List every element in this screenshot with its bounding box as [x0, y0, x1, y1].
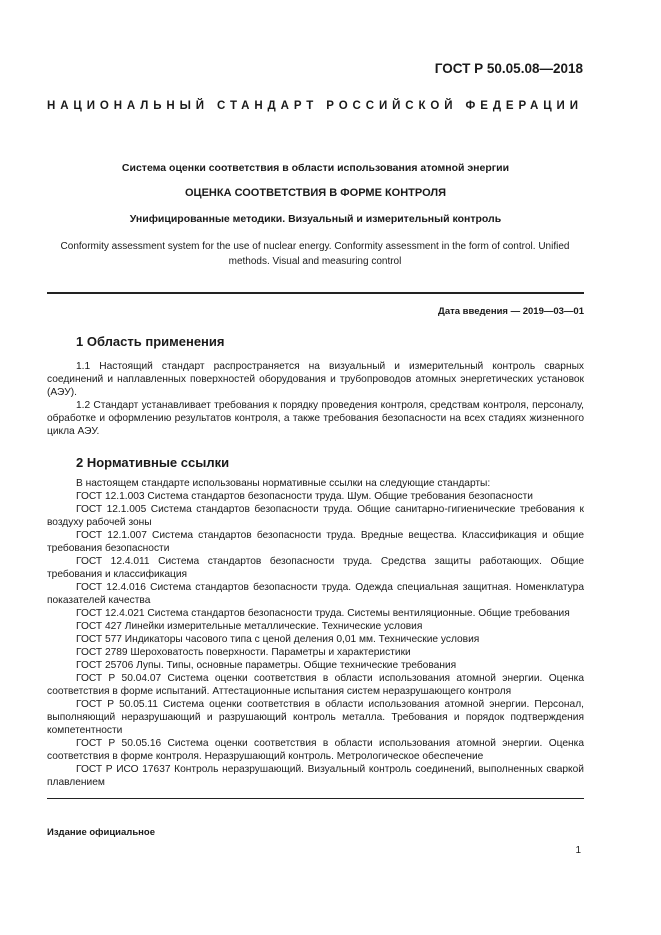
paragraph: В настоящем стандарте использованы нормативные ссылки на следующие стандарты:	[76, 478, 491, 489]
reference-item: ГОСТ 577 Индикаторы часового типа с ценой деления 0,01 мм. Технические условия	[76, 634, 480, 645]
reference-item: ГОСТ 12.4.016 Система стандартов безопасности труда. Одежда специальная защитная. Номенклатура показателей качества	[47, 582, 584, 606]
page-number: 1	[575, 845, 581, 856]
reference-item: ГОСТ 2789 Шероховатость поверхности. Параметры и характеристики	[76, 647, 411, 658]
title-system: Система оценки соответствия в области использования атомной энергии	[121, 162, 510, 174]
title-english: Conformity assessment system for the use of nuclear energy. Conformity assessment in the form of control. Unified methods. Visual and measuring control	[60, 241, 570, 267]
reference-item: ГОСТ 12.4.011 Система стандартов безопасности труда. Средства защиты работающих. Общие требования и классификация	[47, 556, 584, 580]
official-edition-label: Издание официальное	[47, 827, 155, 838]
section-2-body	[47, 477, 584, 789]
title-subtitle: Унифицированные методики. Визуальный и измерительный контроль	[129, 213, 502, 225]
reference-item: ГОСТ Р 50.05.11 Система оценки соответствия в области использования атомной энергии. Персонал, выполняющий неразрушающий и разрушающий контроль металла. Требования и порядок подтверждения компетентности	[47, 699, 584, 736]
section-1-body	[47, 360, 584, 438]
title-main: ОЦЕНКА СООТВЕТСТВИЯ В ФОРМЕ КОНТРОЛЯ	[184, 187, 446, 199]
reference-item: ГОСТ Р 50.04.07 Система оценки соответствия в области использования атомной энергии. Оценка соответствия в форме испытаний. Аттестационные испытания систем неразрушающего контроля	[47, 673, 584, 697]
introduction-date: Дата введения — 2019—03—01	[438, 306, 584, 317]
reference-item: ГОСТ 427 Линейки измерительные металлические. Технические условия	[76, 621, 423, 632]
national-standard-banner: НАЦИОНАЛЬНЫЙ СТАНДАРТ РОССИЙСКОЙ ФЕДЕРАЦИИ	[47, 100, 583, 112]
reference-item: ГОСТ 12.4.021 Система стандартов безопасности труда. Системы вентиляционные. Общие требования	[76, 608, 570, 619]
paragraph: 1.1 Настоящий стандарт распространяется на визуальный и измерительный контроль сварных соединений и наплавленных поверхностей оборудования и трубопроводов атомных энергетических установок (АЭУ).	[47, 361, 584, 398]
reference-item: ГОСТ Р 50.05.16 Система оценки соответствия в области использования атомной энергии. Оценка соответствия в форме контроля. Неразрушающий контроль. Метрологическое обеспечение	[47, 738, 584, 762]
section-2-heading: 2 Нормативные ссылки	[76, 455, 230, 470]
section-1-heading: 1 Область применения	[76, 334, 225, 349]
footer-divider	[47, 798, 584, 799]
paragraph: 1.2 Стандарт устанавливает требования к порядку проведения контроля, средствам контроля, персоналу, обработке и оформлению результатов контроля, а также требования безопасности на всех стадиях жизненного цикла АЭУ.	[47, 400, 584, 437]
reference-item: ГОСТ 25706 Лупы. Типы, основные параметры. Общие технические требования	[76, 660, 457, 671]
reference-item: ГОСТ 12.1.007 Система стандартов безопасности труда. Вредные вещества. Классификация и общие требования безопасности	[47, 530, 584, 554]
document-number: ГОСТ Р 50.05.08—2018	[434, 61, 583, 76]
top-divider	[47, 292, 584, 294]
reference-item: ГОСТ 12.1.005 Система стандартов безопасности труда. Общие санитарно-гигиенические требования к воздуху рабочей зоны	[47, 504, 584, 528]
reference-item: ГОСТ Р ИСО 17637 Контроль неразрушающий. Визуальный контроль соединений, выполненных сваркой плавлением	[47, 764, 584, 788]
reference-item: ГОСТ 12.1.003 Система стандартов безопасности труда. Шум. Общие требования безопасности	[76, 491, 533, 502]
